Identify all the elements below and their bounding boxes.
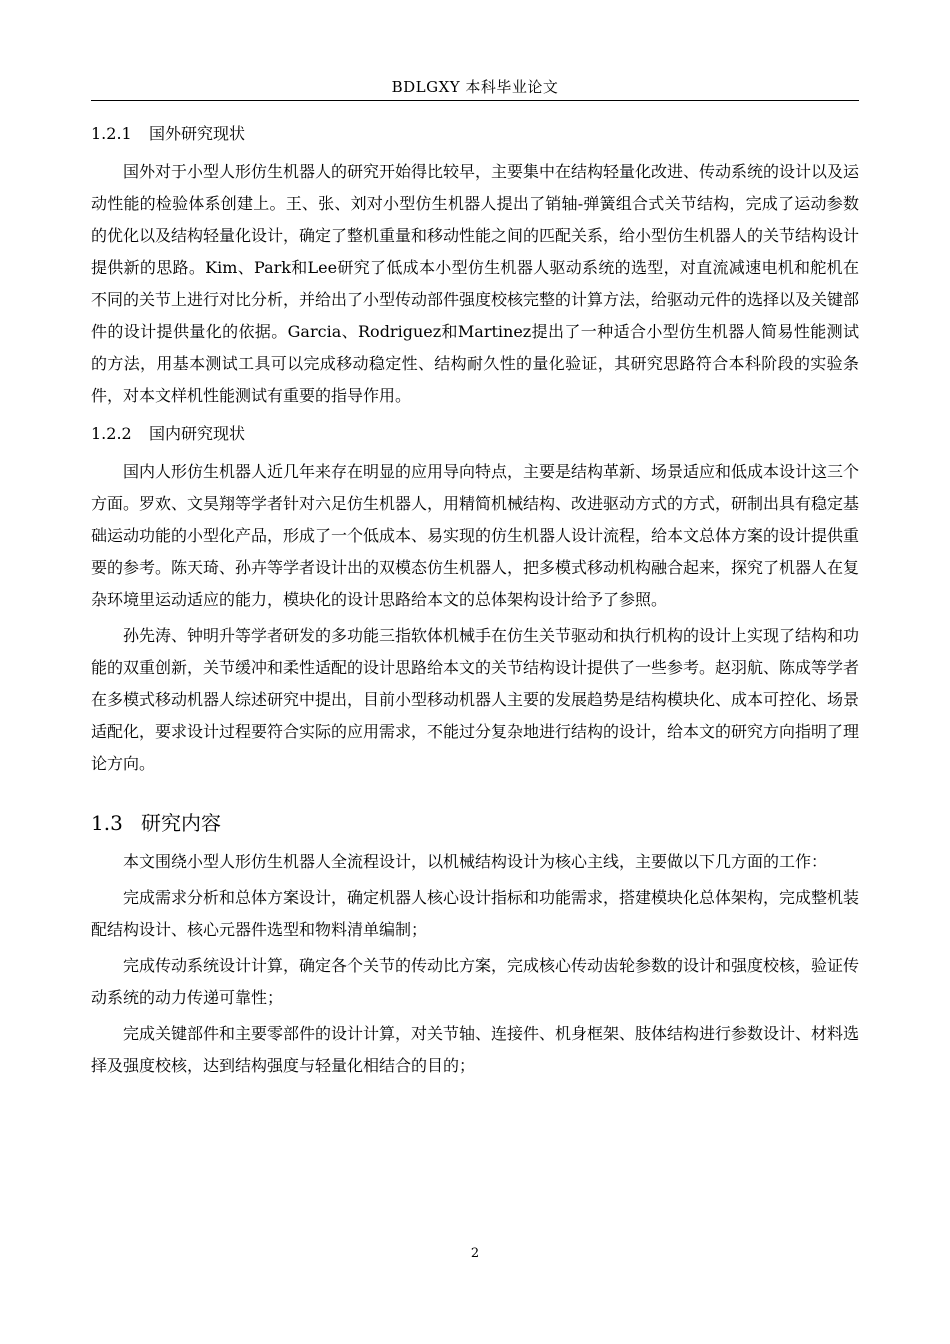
paragraph: 国内人形仿生机器人近几年来存在明显的应用导向特点，主要是结构革新、场景适应和低成本设计这三个方面。罗欢、文昊翔等学者针对六足仿生机器人，用精简机械结构、改进驱动方式的方式，研制出具有稳定基础运动功能的小型化产品，形成了一个低成本、易实现的仿生机器人设计流程，给本文总体方案的设计提供重要的参考。陈天琦、孙卉等学者设计出的双模态仿生机器人，把多模式移动机构融合起来，探究了机器人在复杂环境里运动适应的能力，模块化的设计思路给本文的总体架构设计给予了参照。 (91, 462, 860, 609)
section-number: 1.3 (91, 811, 123, 835)
section-title: 国内研究现状 (149, 424, 246, 443)
paragraph: 国外对于小型人形仿生机器人的研究开始得比较早，主要集中在结构轻量化改进、传动系统的设计以及运动性能的检验体系创建上。王、张、刘对小型仿生机器人提出了销轴-弹簧组合式关节结构，完成了运动参数的优化以及结构轻量化设计，确定了整机重量和移动性能之间的匹配关系，给小型仿生机器人的关节结构设计提供新的思路。Kim、Park和Lee研究了低成本小型仿生机器人驱动系统的选型，对直流减速电机和舵机在不同的关节上进行对比分析，并给出了小型传动部件强度校核完整的计算方法，给驱动元件的选择以及关键部件的设计提供量化的依据。Garcia、Rodriguez和Martinez提出了一种适合小型仿生机器人简易性能测试的方法，用基本测试工具可以完成移动稳定性、结构耐久性的量化验证，其研究思路符合本科阶段的实验条件，对本文样机性能测试有重要的指导作用。 (91, 162, 860, 405)
page-number: 2 (470, 1246, 480, 1261)
header-divider (91, 100, 859, 101)
page-body (91, 112, 859, 1086)
paragraph: 本文围绕小型人形仿生机器人全流程设计，以机械结构设计为核心主线，主要做以下几方面的工作： (123, 852, 828, 871)
paragraph: 完成传动系统设计计算，确定各个关节的传动比方案，完成核心传动齿轮参数的设计和强度校核，验证传动系统的动力传递可靠性； (91, 956, 860, 1007)
paragraph: 完成关键部件和主要零部件的设计计算，对关节轴、连接件、机身框架、肢体结构进行参数设计、材料选择及强度校核，达到结构强度与轻量化相结合的目的； (91, 1024, 860, 1075)
section-heading-1-2-2 (91, 422, 859, 446)
section-number: 1.2.1 (91, 124, 132, 143)
section-heading-1-3 (91, 808, 859, 838)
paragraph: 完成需求分析和总体方案设计，确定机器人核心设计指标和功能需求，搭建模块化总体架构，完成整机装配结构设计、核心元器件选型和物料清单编制； (91, 888, 860, 939)
section-title: 国外研究现状 (149, 124, 246, 143)
paragraph: 孙先涛、钟明升等学者研发的多功能三指软体机械手在仿生关节驱动和执行机构的设计上实现了结构和功能的双重创新，关节缓冲和柔性适配的设计思路给本文的关节结构设计提供了一些参考。赵羽航、陈成等学者在多模式移动机器人综述研究中提出，目前小型移动机器人主要的发展趋势是结构模块化、成本可控化、场景适配化，要求设计过程要符合实际的应用需求，不能过分复杂地进行结构的设计，给本文的研究方向指明了理论方向。 (91, 626, 860, 773)
running-header: BDLGXY 本科毕业论文 (391, 78, 559, 96)
section-title: 研究内容 (141, 811, 221, 835)
section-number: 1.2.2 (91, 424, 132, 443)
section-heading-1-2-1 (91, 122, 859, 146)
